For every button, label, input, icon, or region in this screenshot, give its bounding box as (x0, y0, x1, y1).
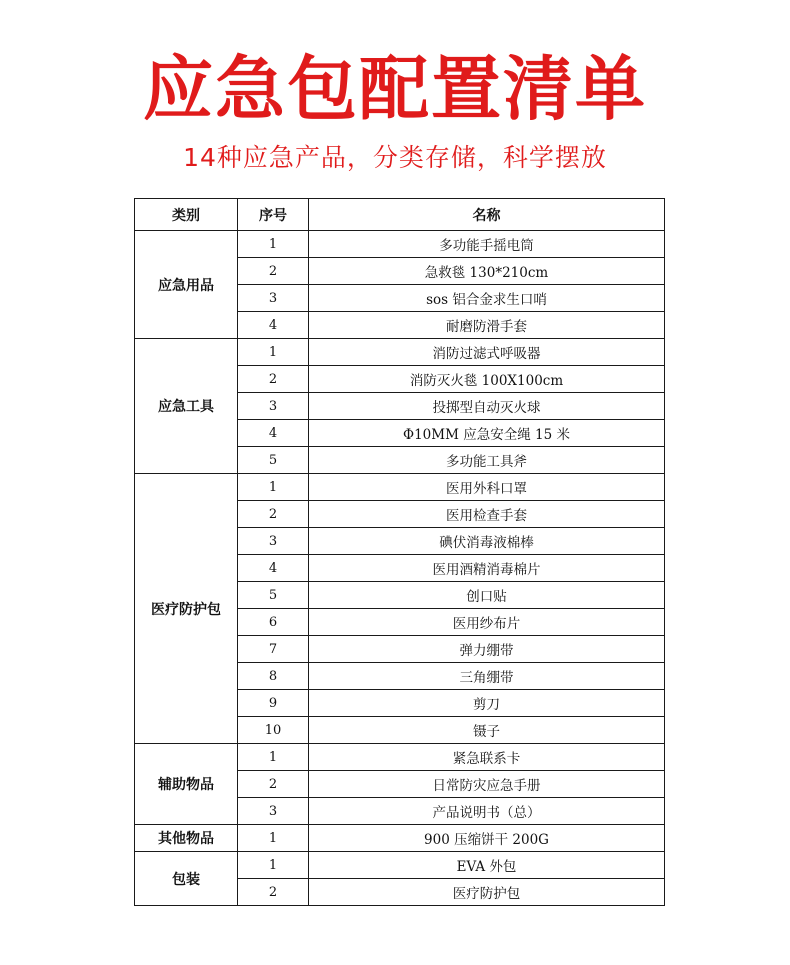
item-name-cell: 消防灭火毯 100X100cm (309, 366, 665, 393)
item-number-cell: 4 (238, 312, 309, 339)
item-number-cell: 1 (238, 852, 309, 879)
item-number-cell: 9 (238, 690, 309, 717)
item-name-cell: 日常防灾应急手册 (309, 771, 665, 798)
item-number-cell: 4 (238, 555, 309, 582)
item-name-cell: 多功能手摇电筒 (309, 231, 665, 258)
header-row (135, 199, 665, 231)
item-name-cell: 消防过滤式呼吸器 (309, 339, 665, 366)
page-title: 应急包配置清单 (143, 48, 647, 130)
item-name-cell: 医疗防护包 (309, 879, 665, 906)
column-header-number: 序号 (238, 199, 309, 231)
item-number-cell: 2 (238, 879, 309, 906)
category-cell: 包装 (135, 852, 238, 906)
category-cell: 其他物品 (135, 825, 238, 852)
table-row (135, 852, 665, 879)
item-name-cell: 镊子 (309, 717, 665, 744)
item-number-cell: 1 (238, 825, 309, 852)
item-name-cell: 医用纱布片 (309, 609, 665, 636)
table-header (135, 199, 665, 231)
table-row (135, 231, 665, 258)
item-number-cell: 2 (238, 258, 309, 285)
item-name-cell: 900 压缩饼干 200G (309, 825, 665, 852)
item-name-cell: 剪刀 (309, 690, 665, 717)
item-name-cell: 产品说明书（总） (309, 798, 665, 825)
item-name-cell: 创口贴 (309, 582, 665, 609)
item-number-cell: 5 (238, 582, 309, 609)
item-name-cell: EVA 外包 (309, 852, 665, 879)
item-number-cell: 5 (238, 447, 309, 474)
item-name-cell: sos 铝合金求生口哨 (309, 285, 665, 312)
table-row (135, 474, 665, 501)
item-name-cell: 医用检查手套 (309, 501, 665, 528)
item-number-cell: 6 (238, 609, 309, 636)
item-number-cell: 3 (238, 798, 309, 825)
table-row (135, 339, 665, 366)
item-name-cell: 弹力绷带 (309, 636, 665, 663)
item-name-cell: 三角绷带 (309, 663, 665, 690)
item-name-cell: 多功能工具斧 (309, 447, 665, 474)
item-name-cell: 急救毯 130*210cm (309, 258, 665, 285)
item-number-cell: 4 (238, 420, 309, 447)
table-body (135, 231, 665, 906)
column-header-category: 类别 (135, 199, 238, 231)
item-number-cell: 1 (238, 231, 309, 258)
item-name-cell: 碘伏消毒液棉棒 (309, 528, 665, 555)
item-number-cell: 1 (238, 474, 309, 501)
item-number-cell: 2 (238, 501, 309, 528)
item-number-cell: 7 (238, 636, 309, 663)
item-number-cell: 2 (238, 366, 309, 393)
category-cell: 应急用品 (135, 231, 238, 339)
inventory-table (134, 198, 665, 906)
item-name-cell: Φ10MM 应急安全绳 15 米 (309, 420, 665, 447)
item-number-cell: 1 (238, 339, 309, 366)
table-row (135, 825, 665, 852)
item-name-cell: 医用外科口罩 (309, 474, 665, 501)
category-cell: 辅助物品 (135, 744, 238, 825)
table-row (135, 744, 665, 771)
item-number-cell: 10 (238, 717, 309, 744)
item-name-cell: 耐磨防滑手套 (309, 312, 665, 339)
item-number-cell: 3 (238, 393, 309, 420)
column-header-name: 名称 (309, 199, 665, 231)
item-number-cell: 2 (238, 771, 309, 798)
item-name-cell: 紧急联系卡 (309, 744, 665, 771)
page-subtitle: 14种应急产品，分类存储，科学摆放 (183, 143, 607, 172)
item-name-cell: 投掷型自动灭火球 (309, 393, 665, 420)
item-number-cell: 3 (238, 285, 309, 312)
item-number-cell: 3 (238, 528, 309, 555)
item-name-cell: 医用酒精消毒棉片 (309, 555, 665, 582)
item-number-cell: 8 (238, 663, 309, 690)
item-number-cell: 1 (238, 744, 309, 771)
category-cell: 应急工具 (135, 339, 238, 474)
category-cell: 医疗防护包 (135, 474, 238, 744)
